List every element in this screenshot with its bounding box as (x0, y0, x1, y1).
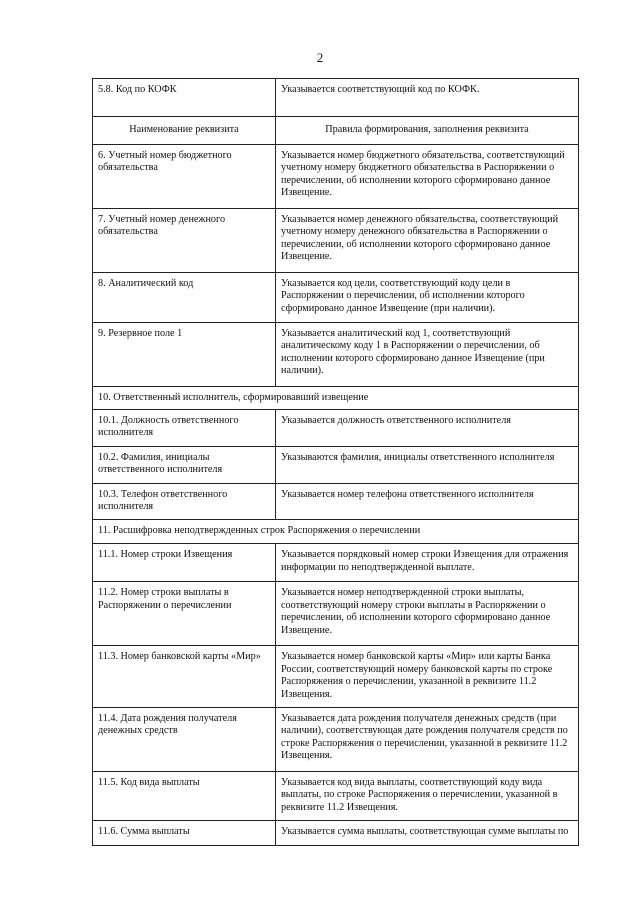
requisite-rule: Указывается соответствующий код по КОФК. (276, 79, 579, 117)
table-row (93, 145, 579, 209)
table-header-row (93, 117, 579, 145)
requisite-rule: Указывается код цели, соответствующий коду цели в Распоряжении о перечислении, об исполнении которого сформировано данное Извещение (при наличии). (276, 273, 579, 323)
table-row (93, 209, 579, 273)
requisite-name: 6. Учетный номер бюджетного обязательства (93, 145, 276, 209)
requisite-name: 10.2. Фамилия, инициалы ответственного исполнителя (93, 446, 276, 483)
requisite-name: 11.6. Сумма выплаты (93, 821, 276, 845)
requisite-name: 10.1. Должность ответственного исполнителя (93, 410, 276, 447)
section-heading: 10. Ответственный исполнитель, сформировавший извещение (93, 387, 579, 410)
table-row (93, 582, 579, 646)
section-heading: 11. Расшифровка неподтвержденных строк Распоряжения о перечислении (93, 520, 579, 544)
requisite-rule: Указывается номер банковской карты «Мир» или карты Банка России, соответствующий номеру банковской карты по строке Распоряжения о перечислении, указанной в реквизите 11.2 Извещения. (276, 646, 579, 708)
table-row (93, 544, 579, 582)
table-row (93, 410, 579, 447)
table-row (93, 708, 579, 772)
column-header-name: Наименование реквизита (93, 117, 276, 145)
requisite-rule: Указывается номер телефона ответственного исполнителя (276, 483, 579, 520)
requisite-rule: Указывается сумма выплаты, соответствующая сумме выплаты по (276, 821, 579, 845)
requisite-rule: Указывается дата рождения получателя денежных средств (при наличии), соответствующая дате рождения получателя средств по строке Распоряжения о перечислении, указанной в реквизите 11.2 Извещения. (276, 708, 579, 772)
requisite-rule: Указываются фамилия, инициалы ответственного исполнителя (276, 446, 579, 483)
requisite-name: 11.4. Дата рождения получателя денежных средств (93, 708, 276, 772)
requisite-rule: Указывается должность ответственного исполнителя (276, 410, 579, 447)
requisite-rule: Указывается номер неподтвержденной строки выплаты, соответствующий номеру строки выплаты в Распоряжении о перечислении, об исполнении которого сформировано данное Извещение. (276, 582, 579, 646)
requisite-name: 7. Учетный номер денежного обязательства (93, 209, 276, 273)
table-row (93, 446, 579, 483)
requisite-name: 11.3. Номер банковской карты «Мир» (93, 646, 276, 708)
requisite-rule: Указывается номер денежного обязательства, соответствующий учетному номеру денежного обязательства в Распоряжении о перечислении, об исполнении которого сформировано данное Извещение. (276, 209, 579, 273)
requisite-rule: Указывается номер бюджетного обязательства, соответствующий учетному номеру бюджетного обязательства в Распоряжении о перечислении, об исполнении которого сформировано данное Извещение. (276, 145, 579, 209)
requisite-name: 5.8. Код по КОФК (93, 79, 276, 117)
requisite-name: 8. Аналитический код (93, 273, 276, 323)
requisite-rule: Указывается код вида выплаты, соответствующий коду вида выплаты, по строке Распоряжения о перечислении, указанной в реквизите 11.2 Извещения. (276, 772, 579, 821)
table-row (93, 821, 579, 845)
requisite-rule: Указывается аналитический код 1, соответствующий аналитическому коду 1 в Распоряжении о перечислении, об исполнении которого сформировано данное Извещение (при наличии). (276, 323, 579, 387)
requisites-table (92, 78, 579, 846)
table-row (93, 273, 579, 323)
column-header-rule: Правила формирования, заполнения реквизита (276, 117, 579, 145)
requisite-name: 11.2. Номер строки выплаты в Распоряжении о перечислении (93, 582, 276, 646)
requisite-name: 10.3. Телефон ответственного исполнителя (93, 483, 276, 520)
section-row (93, 520, 579, 544)
page-number: 2 (316, 50, 324, 65)
table-row (93, 483, 579, 520)
requisite-name: 11.1. Номер строки Извещения (93, 544, 276, 582)
table-row (93, 646, 579, 708)
table-row (93, 323, 579, 387)
requisite-rule: Указывается порядковый номер строки Извещения для отражения информации по неподтвержденной выплате. (276, 544, 579, 582)
requisite-name: 11.5. Код вида выплаты (93, 772, 276, 821)
table-row (93, 79, 579, 117)
section-row (93, 387, 579, 410)
table-row (93, 772, 579, 821)
requisite-name: 9. Резервное поле 1 (93, 323, 276, 387)
